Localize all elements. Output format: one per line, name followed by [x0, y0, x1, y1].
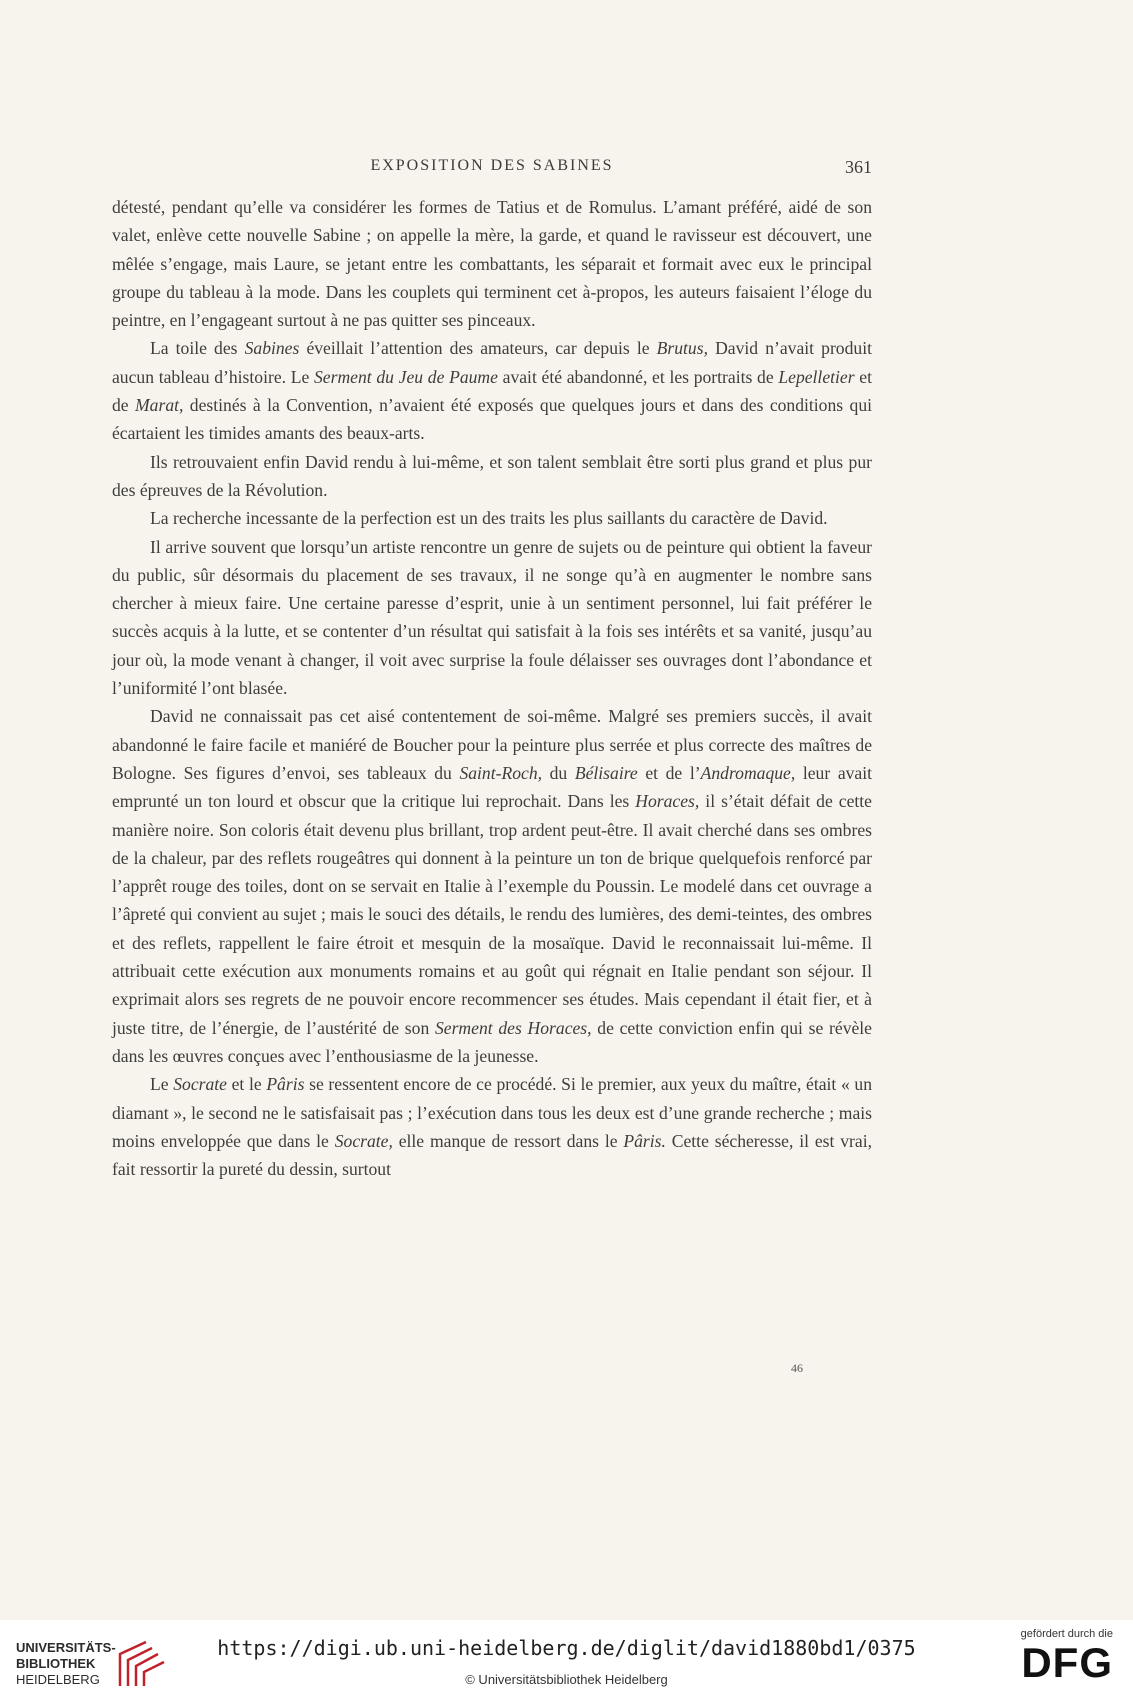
funding-label: gefördert durch die: [1020, 1628, 1113, 1640]
text-run: et de: [112, 366, 872, 416]
text-run: du: [542, 762, 575, 783]
text-run: il s’était défait de cette manière noire. Son coloris était devenu plus brillant, trop ardent peut-être. Il avait cherché dans ses ombres de la chaleur, par des reflets rougeâtres qui donnent à la peinture un ton de brique quelquefois renforcé par l’apprêt rouge des toiles, dont on se servait en Italie à l’exemple du Poussin. Le modelé dans cet ouvrage a l’âpreté qui convient au sujet ; mais le souci des détails, le rendu des lumières, des demi-teintes, des ombres et des reflets, rappellent le faire étroit et mesquin de la mosaïque. David le reconnaissait lui-même. Il attribuait cette exécution aux monuments romains et au goût qui régnait en Italie pendant son séjour. Il exprimait alors ses regrets de ne pouvoir encore recommencer ses études. Mais cependant il était fier, et à juste titre, de l’énergie, de l’austérité de son: [112, 791, 872, 1038]
italic-title: Socrate: [173, 1074, 227, 1095]
paragraph: [112, 533, 872, 703]
text-run: éveillait l’attention des amateurs, car depuis le: [299, 338, 657, 359]
paragraph: [112, 504, 872, 532]
permalink-url[interactable]: https://digi.ub.uni-heidelberg.de/diglit/david1880bd1/0375: [217, 1636, 916, 1660]
italic-title: Serment du Jeu de Paume: [314, 366, 498, 387]
running-head-title: EXPOSITION DES SABINES: [370, 157, 614, 174]
text-run: Il arrive souvent que lorsqu’un artiste rencontre un genre de sujets ou de peinture qui obtient la faveur du public, sûr désormais du placement de ses travaux, il ne songe qu’à en augmenter le nombre sans chercher à mieux faire. Une certaine paresse d’esprit, unie à un sentiment personnel, lui fait préférer le succès acquis à la lutte, et se contenter d’un résultat qui satisfait à la fois ses intérêts et sa vanité, jusqu’au jour où, la mode venant à changer, il voit avec surprise la foule délaisser ses ouvrages dont l’abondance et l’uniformité l’ont blasée.: [112, 536, 872, 699]
italic-title: Socrate,: [334, 1130, 393, 1151]
paragraph: [112, 448, 872, 505]
dfg-wordmark: DFG: [1021, 1639, 1113, 1686]
text-run: La toile des: [150, 338, 245, 359]
paragraph: [112, 702, 872, 1070]
text-run: elle manque de ressort dans le: [392, 1130, 624, 1151]
text-run: se ressentent encore de ce procédé. Si le premier, aux yeux du maître, était « un diamant », le second ne le satisfaisait pas ; l’exécution dans tous les deux est d’une grande recherche ; mais moins enveloppée que dans le: [112, 1074, 872, 1151]
italic-title: Marat,: [135, 395, 184, 416]
italic-title: Sabines: [244, 338, 300, 359]
italic-title: Serment des Horaces,: [434, 1017, 592, 1038]
text-run: et le: [226, 1074, 267, 1095]
text-run: destinés à la Convention, n’avaient été exposés que quelques jours et dans des conditions qui écartaient les timides amants des beaux-arts.: [112, 395, 873, 444]
italic-title: Andromaque,: [700, 762, 796, 783]
dfg-logo[interactable]: [1003, 1628, 1113, 1693]
page-number: 361: [845, 157, 872, 177]
text-run: et de l’: [637, 762, 701, 783]
italic-title: Pâris.: [623, 1130, 666, 1151]
text-run: avait été abandonné, et les portraits de: [497, 366, 779, 387]
body-text: [112, 193, 872, 1183]
text-run: David n’avait produit aucun tableau d’histoire. Le: [112, 338, 872, 387]
logo-line: UNIVERSITÄTS-: [16, 1640, 116, 1655]
text-run: David ne connaissait pas cet aisé contentement de soi-même. Malgré ses premiers succès, il avait abandonné le faire facile et maniéré de Boucher pour la peinture plus serrée et plus correcte des maîtres de Bologne. Ses figures d’envoi, ses tableaux du: [112, 706, 872, 783]
text-run: détesté, pendant qu’elle va considérer les formes de Tatius et de Romulus. L’amant préféré, aidé de son valet, enlève cette nouvelle Sabine ; on appelle la mère, la garde, et quand le ravisseur est découvert, une mêlée s’engage, mais Laure, se jetant entre les combattants, les séparait et formait avec eux le principal groupe du tableau à la mode. Dans les couplets qui terminent cet à-propos, les auteurs faisaient l’éloge du peintre, en l’engageant surtout à ne pas quitter ses pinceaux.: [112, 197, 872, 331]
copyright-notice: © Universitätsbibliothek Heidelberg: [465, 1672, 668, 1687]
italic-title: Saint-Roch,: [459, 762, 543, 783]
italic-title: Pâris: [266, 1074, 305, 1095]
paragraph: [112, 334, 872, 447]
text-run: La recherche incessante de la perfection est un des traits les plus saillants du caractère de David.: [150, 508, 828, 529]
italic-title: Horaces,: [635, 791, 700, 812]
text-run: leur avait emprunté un ton lourd et obscur que la critique lui reprochait. Dans les: [112, 762, 873, 812]
signature-mark: 46: [791, 1361, 803, 1375]
text-run: Le: [150, 1074, 174, 1095]
paragraph: [112, 193, 872, 334]
text-run: Ils retrouvaient enfin David rendu à lui-même, et son talent semblait être sorti plus grand et plus pur des épreuves de la Révolution.: [112, 451, 872, 500]
footer-bar: [0, 1620, 1133, 1701]
running-head: [112, 157, 872, 181]
paragraph: [112, 1070, 872, 1183]
logo-line: BIBLIOTHEK: [16, 1656, 96, 1671]
italic-title: Brutus,: [656, 338, 708, 359]
italic-title: Bélisaire: [574, 762, 638, 783]
logo-line: HEIDELBERG: [16, 1672, 100, 1687]
text-run: Cette sécheresse, il est vrai, fait ressortir la pureté du dessin, surtout: [112, 1130, 872, 1180]
italic-title: Lepelletier: [778, 366, 855, 387]
text-run: de cette conviction enfin qui se révèle dans les œuvres conçues avec l’enthousiasme de la jeunesse.: [112, 1017, 872, 1066]
